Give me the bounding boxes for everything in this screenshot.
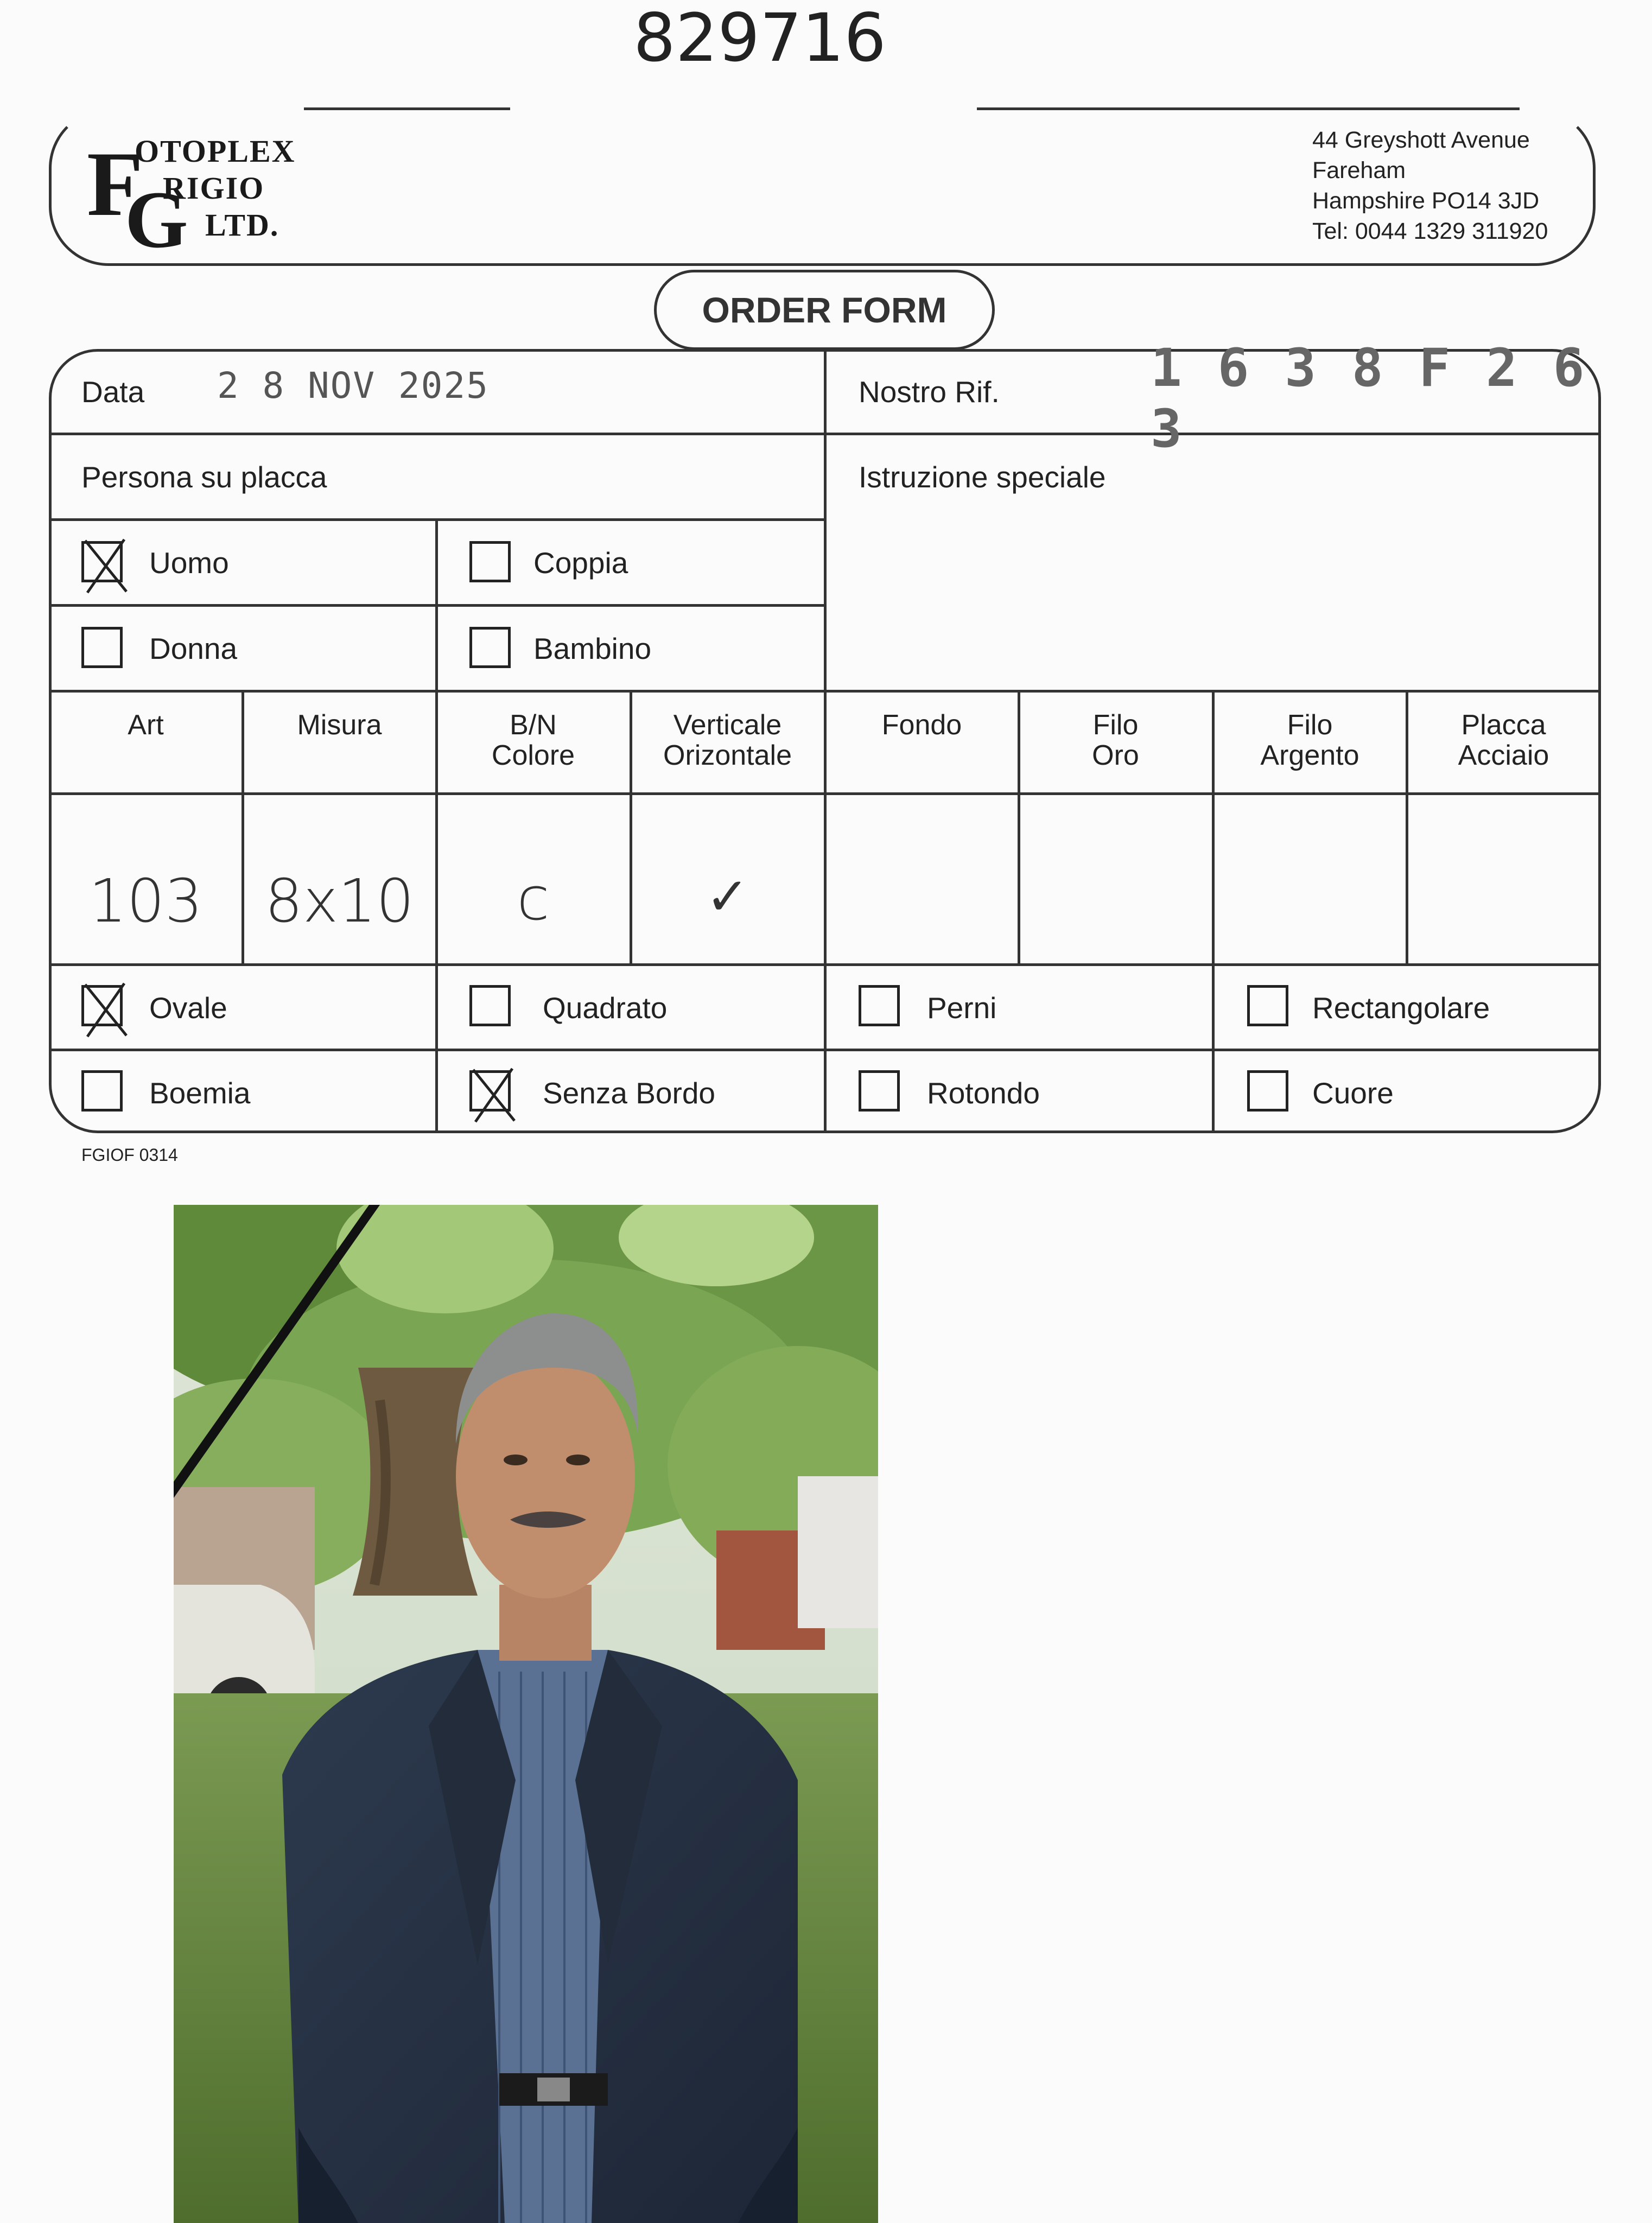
column-header-fondo: Fondo [881, 709, 962, 741]
column-header-verticale-orizontale: Verticale Orizontale [663, 709, 792, 771]
company-logo [87, 130, 369, 265]
address-line: Tel: 0044 1329 311920 [1312, 218, 1548, 244]
option-ovale-label: Ovale [149, 991, 227, 1025]
column-header-placca-acciaio: Placca Acciaio [1458, 709, 1549, 771]
option-senza-bordo-label: Senza Bordo [543, 1076, 715, 1110]
option-quadrato-label: Quadrato [543, 991, 668, 1025]
option-boemia-label: Boemia [149, 1076, 251, 1110]
option-coppia-label: Coppia [533, 546, 628, 580]
option-perni-label: Perni [927, 991, 997, 1025]
address-line: Hampshire PO14 3JD [1312, 188, 1540, 214]
option-donna-label: Donna [149, 632, 238, 665]
cell-art-value: 103 [88, 866, 203, 936]
special-instruction-label: Istruzione speciale [859, 460, 1106, 494]
column-header-filo-argento: Filo Argento [1260, 709, 1359, 771]
checkbox-rotondo[interactable] [859, 1070, 900, 1112]
date-label: Data [81, 375, 145, 409]
checkbox-perni[interactable] [859, 985, 900, 1026]
column-header-art: Art [128, 709, 164, 741]
cell-colore-value: c [517, 864, 550, 933]
person-label: Persona su placca [81, 460, 327, 494]
date-stamp: 2 8 NOV 2025 [217, 365, 489, 407]
form-title: ORDER FORM [654, 270, 995, 350]
checkbox-uomo[interactable] [81, 541, 123, 582]
checkbox-ovale[interactable] [81, 985, 123, 1026]
portrait-photo [174, 1205, 878, 2223]
logo-letter-g: G [125, 175, 188, 265]
logo-letter-f: F [87, 133, 143, 235]
ref-label: Nostro Rif. [859, 375, 1000, 409]
address-line: 44 Greyshott Avenue [1312, 127, 1530, 153]
ref-stamp: 1 6 3 8 F 2 6 3 [1151, 338, 1587, 459]
form-code: FGIOF 0314 [81, 1145, 178, 1165]
option-uomo-label: Uomo [149, 546, 229, 580]
checkbox-cuore[interactable] [1247, 1070, 1288, 1112]
checkbox-bambino[interactable] [469, 627, 511, 668]
column-header-bn-colore: B/N Colore [491, 709, 575, 771]
checkbox-rectangolare[interactable] [1247, 985, 1288, 1026]
logo-word-3: LTD. [205, 207, 279, 243]
option-rectangolare-label: Rectangolare [1312, 991, 1490, 1025]
column-header-misura: Misura [297, 709, 382, 741]
address-line: Fareham [1312, 157, 1406, 183]
cell-misura-value: 8x10 [264, 866, 415, 936]
logo-word-2: RIGIO [163, 170, 265, 206]
logo-word-1: OTOPLEX [135, 134, 296, 169]
column-header-filo-oro: Filo Oro [1092, 709, 1139, 771]
checkbox-boemia[interactable] [81, 1070, 123, 1112]
checkbox-quadrato[interactable] [469, 985, 511, 1026]
checkbox-donna[interactable] [81, 627, 123, 668]
cell-orientation-value: ✓ [706, 866, 749, 927]
company-address [1312, 125, 1584, 246]
checkbox-senza-bordo[interactable] [469, 1070, 511, 1112]
option-rotondo-label: Rotondo [927, 1076, 1040, 1110]
option-bambino-label: Bambino [533, 632, 652, 665]
option-cuore-label: Cuore [1312, 1076, 1394, 1110]
document-number: 829716 [633, 0, 886, 77]
checkbox-coppia[interactable] [469, 541, 511, 582]
